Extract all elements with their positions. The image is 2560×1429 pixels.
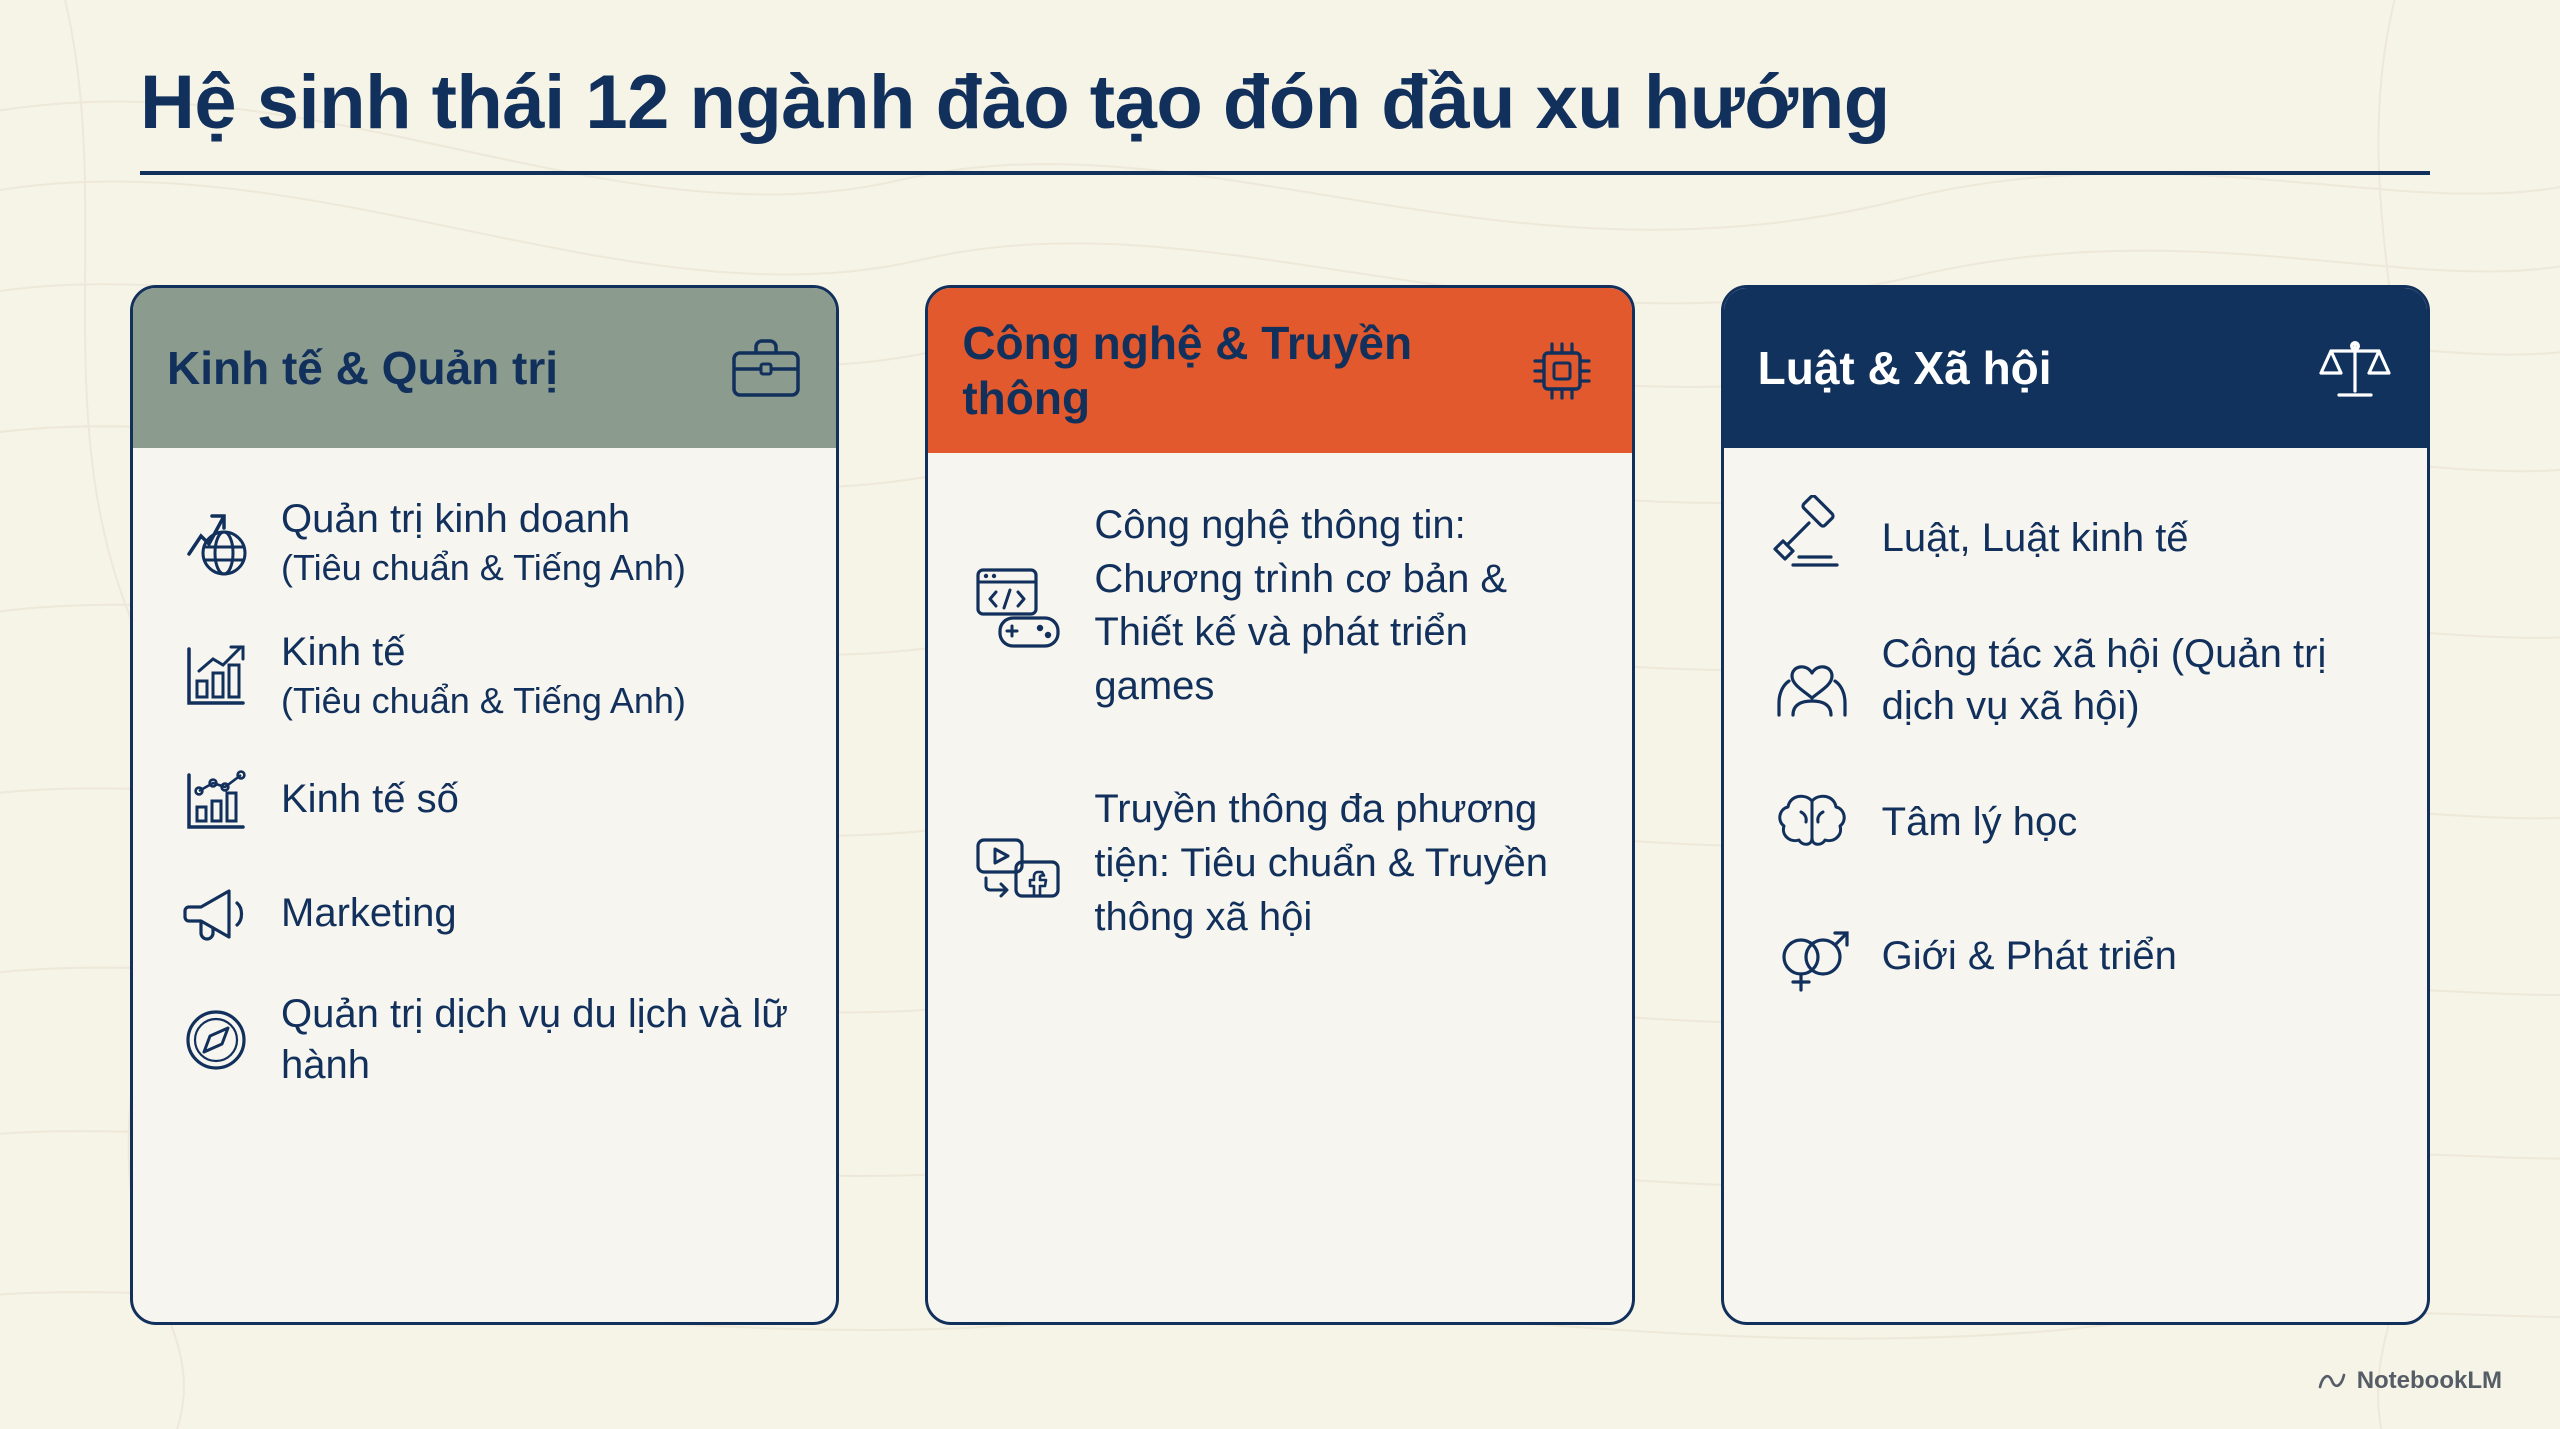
card-title-1: Kinh tế & Quản trị	[167, 341, 558, 394]
briefcase-icon	[730, 337, 802, 399]
list-item-text	[1094, 783, 1587, 944]
list-item-text	[281, 774, 459, 825]
gavel-icon	[1768, 494, 1856, 582]
card-cong-nghe-truyen-thong	[925, 285, 1634, 1325]
list-item	[972, 499, 1587, 713]
card-body-2	[928, 453, 1631, 1054]
card-header-3	[1724, 288, 2427, 448]
title-block	[140, 60, 2430, 175]
title-divider	[140, 171, 2430, 175]
card-header-1	[133, 288, 836, 448]
list-item-title: Kinh tế	[281, 630, 406, 675]
gender-icon	[1768, 912, 1856, 1000]
list-item-title: Luật, Luật kinh tế	[1881, 516, 2189, 560]
list-item	[1768, 494, 2383, 582]
bar-chart-up-icon	[177, 637, 255, 715]
heart-hands-icon	[1768, 636, 1856, 724]
compass-icon	[177, 1001, 255, 1079]
list-item-text	[1882, 512, 2189, 564]
list-item-title: Truyền thông đa phương tiện: Tiêu chuẩn & Truyền thông xã hội	[1094, 787, 1548, 939]
list-item-text	[1882, 930, 2177, 982]
card-body-3	[1724, 448, 2427, 1086]
brand-watermark	[2317, 1367, 2502, 1395]
brand-label: NotebookLM	[2356, 1367, 2502, 1394]
list-item-title: Công tác xã hội (Quản trị dịch vụ xã hội)	[1881, 632, 2327, 728]
list-item-text	[281, 989, 792, 1091]
list-item-title: Công nghệ thông tin: Chương trình cơ bản & Thiết kế và phát triển games	[1094, 503, 1508, 708]
media-share-icon	[972, 818, 1064, 910]
list-item-text	[1882, 796, 2078, 848]
list-item	[1768, 912, 2383, 1000]
list-item-title: Quản trị dịch vụ du lịch và lữ hành	[281, 991, 789, 1087]
digital-chart-icon	[177, 761, 255, 839]
growth-globe-icon	[177, 504, 255, 582]
card-kinh-te-quan-tri	[130, 285, 839, 1325]
list-item-title: Giới & Phát triển	[1881, 934, 2177, 978]
list-item-title: Marketing	[281, 890, 457, 935]
card-title-3: Luật & Xã hội	[1757, 341, 2052, 394]
brain-icon	[1768, 778, 1856, 866]
notebooklm-icon	[2317, 1369, 2347, 1393]
scales-icon	[2317, 333, 2393, 403]
megaphone-icon	[177, 875, 255, 953]
list-item	[972, 783, 1587, 944]
cards-row	[130, 285, 2430, 1325]
list-item	[177, 875, 792, 953]
list-item-text	[281, 888, 457, 939]
list-item	[1768, 778, 2383, 866]
card-header-2	[928, 288, 1631, 453]
list-item-subtitle: (Tiêu chuẩn & Tiếng Anh)	[281, 680, 686, 722]
list-item-subtitle: (Tiêu chuẩn & Tiếng Anh)	[281, 547, 686, 589]
list-item-title: Quản trị kinh doanh	[281, 497, 631, 541]
microchip-icon	[1526, 335, 1598, 407]
list-item	[177, 627, 792, 724]
list-item	[1768, 628, 2383, 732]
list-item-text	[281, 627, 686, 724]
list-item-text	[1094, 499, 1587, 713]
card-title-2: Công nghệ & Truyền thông	[962, 317, 1413, 424]
list-item	[177, 494, 792, 591]
list-item-text	[281, 494, 686, 591]
page-title: Hệ sinh thái 12 ngành đào tạo đón đầu xu hướng	[140, 60, 1890, 145]
code-window-gamepad-icon	[972, 560, 1064, 652]
card-luat-xa-hoi	[1721, 285, 2430, 1325]
list-item-title: Tâm lý học	[1881, 800, 2078, 844]
list-item	[177, 989, 792, 1091]
list-item	[177, 761, 792, 839]
card-body-1	[133, 448, 836, 1131]
list-item-title: Kinh tế số	[281, 776, 459, 821]
list-item-text	[1882, 628, 2383, 732]
